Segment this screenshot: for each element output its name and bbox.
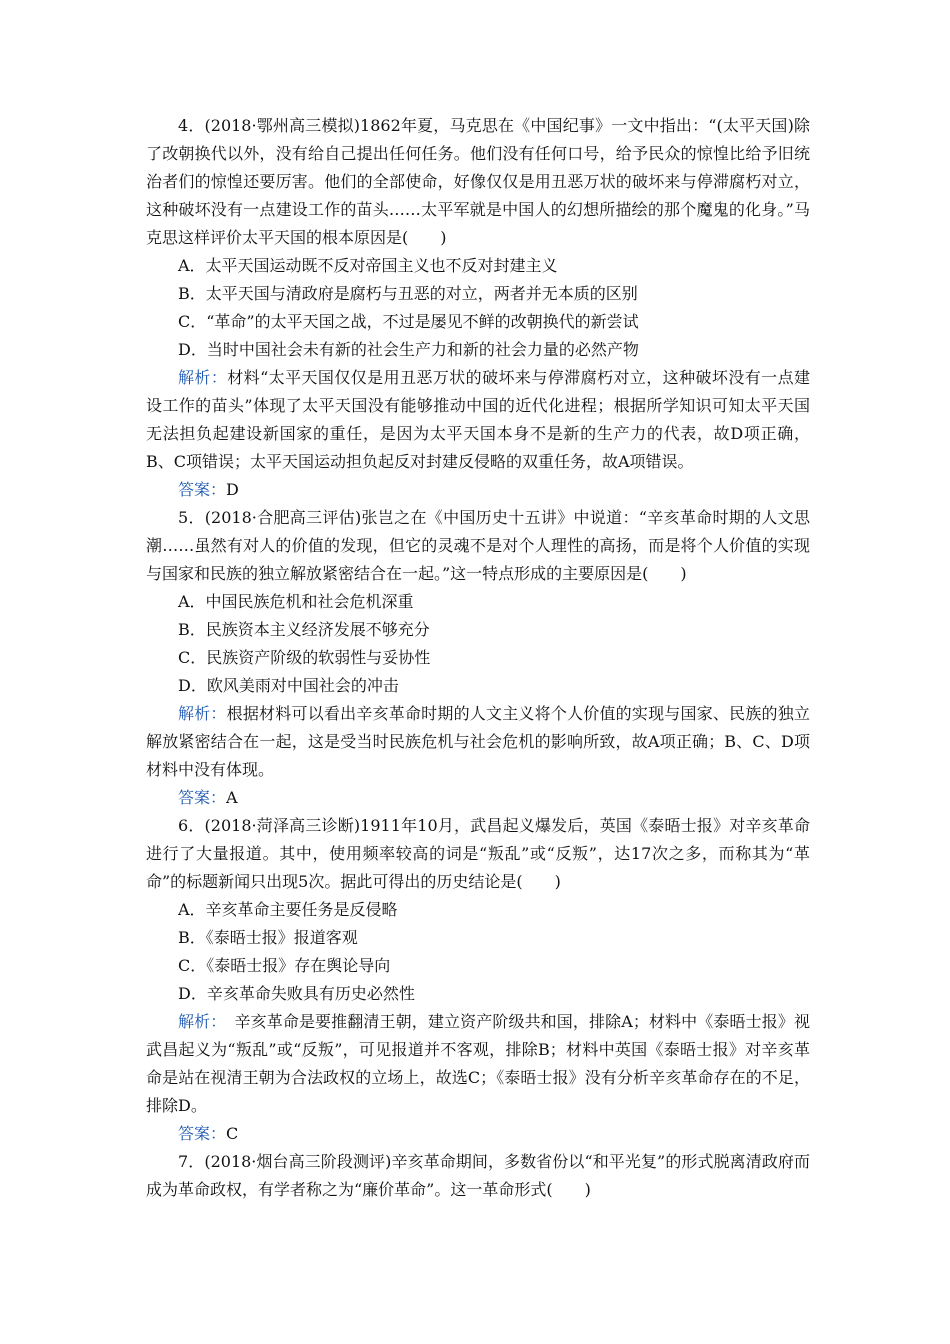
option-a: A．太平天国运动既不反对帝国主义也不反对封建主义	[178, 256, 558, 275]
option-c: C．民族资产阶级的软弱性与妥协性	[178, 648, 431, 667]
analysis	[146, 1008, 810, 1120]
answer-label: 答案：	[178, 480, 227, 499]
option-b: B．民族资本主义经济发展不够充分	[178, 620, 430, 639]
analysis-label: 解析：	[178, 368, 228, 387]
question-5	[146, 504, 810, 812]
option-a: A．辛亥革命主要任务是反侵略	[178, 900, 398, 919]
question-stem: 4．(2018·鄂州高三模拟)1862年夏，马克思在《中国纪事》一文中指出：“(太平天国)除了改朝换代以外，没有给自己提出任何任务。他们没有任何口号，给予民众的惊惶比给予旧统治者们的惊惶还要厉害。他们的全部使命，好像仅仅是用丑恶万状的破坏来与停滞腐朽对立，这种破坏没有一点建设工作的苗头……太平军就是中国人的幻想所描绘的那个魔鬼的化身。”马克思这样评价太平天国的根本原因是( )	[146, 116, 810, 247]
question-stem: 5．(2018·合肥高三评估)张岂之在《中国历史十五讲》中说道：“辛亥革命时期的人文思潮……虽然有对人的价值的发现，但它的灵魂不是对个人理性的高扬，而是将个人价值的实现与国家和民族的独立解放紧密结合在一起。”这一特点形成的主要原因是( )	[146, 508, 810, 583]
answer-value: C	[226, 1124, 239, 1143]
option-b: B．太平天国与清政府是腐朽与丑恶的对立，两者并无本质的区别	[178, 284, 638, 303]
question-4	[146, 112, 810, 504]
option-c: C．《泰晤士报》存在舆论导向	[178, 956, 391, 975]
question-7	[146, 1148, 810, 1204]
option-d: D．辛亥革命失败具有历史必然性	[178, 984, 415, 1003]
analysis-text: 辛亥革命是要推翻清王朝，建立资产阶级共和国，排除A；材料中《泰晤士报》视武昌起义为“叛乱”或“反叛”，可见报道并不客观，排除B；材料中英国《泰晤士报》对辛亥革命是站在视清王朝为合法政权的立场上，故选C；《泰晤士报》没有分析辛亥革命存在的不足，排除D。	[146, 1012, 810, 1115]
analysis	[146, 700, 810, 784]
analysis-label: 解析：	[178, 704, 227, 723]
analysis-text: 根据材料可以看出辛亥革命时期的人文主义将个人价值的实现与国家、民族的独立解放紧密结合在一起，这是受当时民族危机与社会危机的影响所致，故A项正确；B、C、D项材料中没有体现。	[146, 704, 810, 779]
question-stem: 7．(2018·烟台高三阶段测评)辛亥革命期间，多数省份以“和平光复”的形式脱离清政府而成为革命政权，有学者称之为“廉价革命”。这一革命形式( )	[146, 1152, 810, 1199]
option-b: B．《泰晤士报》报道客观	[178, 928, 358, 947]
option-d: D．当时中国社会未有新的社会生产力和新的社会力量的必然产物	[178, 340, 639, 359]
question-6	[146, 812, 810, 1148]
analysis	[146, 364, 810, 476]
answer	[146, 1120, 810, 1148]
option-d: D．欧风美雨对中国社会的冲击	[178, 676, 399, 695]
analysis-label: 解析：	[178, 1012, 219, 1031]
answer	[146, 476, 810, 504]
answer-label: 答案：	[178, 1124, 227, 1143]
answer-label: 答案：	[178, 788, 227, 807]
analysis-text: 材料“太平天国仅仅是用丑恶万状的破坏来与停滞腐朽对立，这种破坏没有一点建设工作的苗头”体现了太平天国没有能够推动中国的近代化进程；根据所学知识可知太平天国无法担负起建设新国家的重任，是因为太平天国本身不是新的生产力的代表，故D项正确，B、C项错误；太平天国运动担负起反对封建反侵略的双重任务，故A项错误。	[146, 368, 810, 471]
option-a: A．中国民族危机和社会危机深重	[178, 592, 414, 611]
option-c: C．“革命”的太平天国之战，不过是屡见不鲜的改朝换代的新尝试	[178, 312, 639, 331]
question-stem: 6．(2018·菏泽高三诊断)1911年10月，武昌起义爆发后，英国《泰晤士报》对辛亥革命进行了大量报道。其中，使用频率较高的词是“叛乱”或“反叛”，达17次之多，而称其为“革命”的标题新闻只出现5次。据此可得出的历史结论是( )	[146, 816, 810, 891]
document-page	[146, 112, 810, 1204]
answer-value: D	[226, 480, 239, 499]
answer-value: A	[226, 788, 238, 807]
answer	[146, 784, 810, 812]
